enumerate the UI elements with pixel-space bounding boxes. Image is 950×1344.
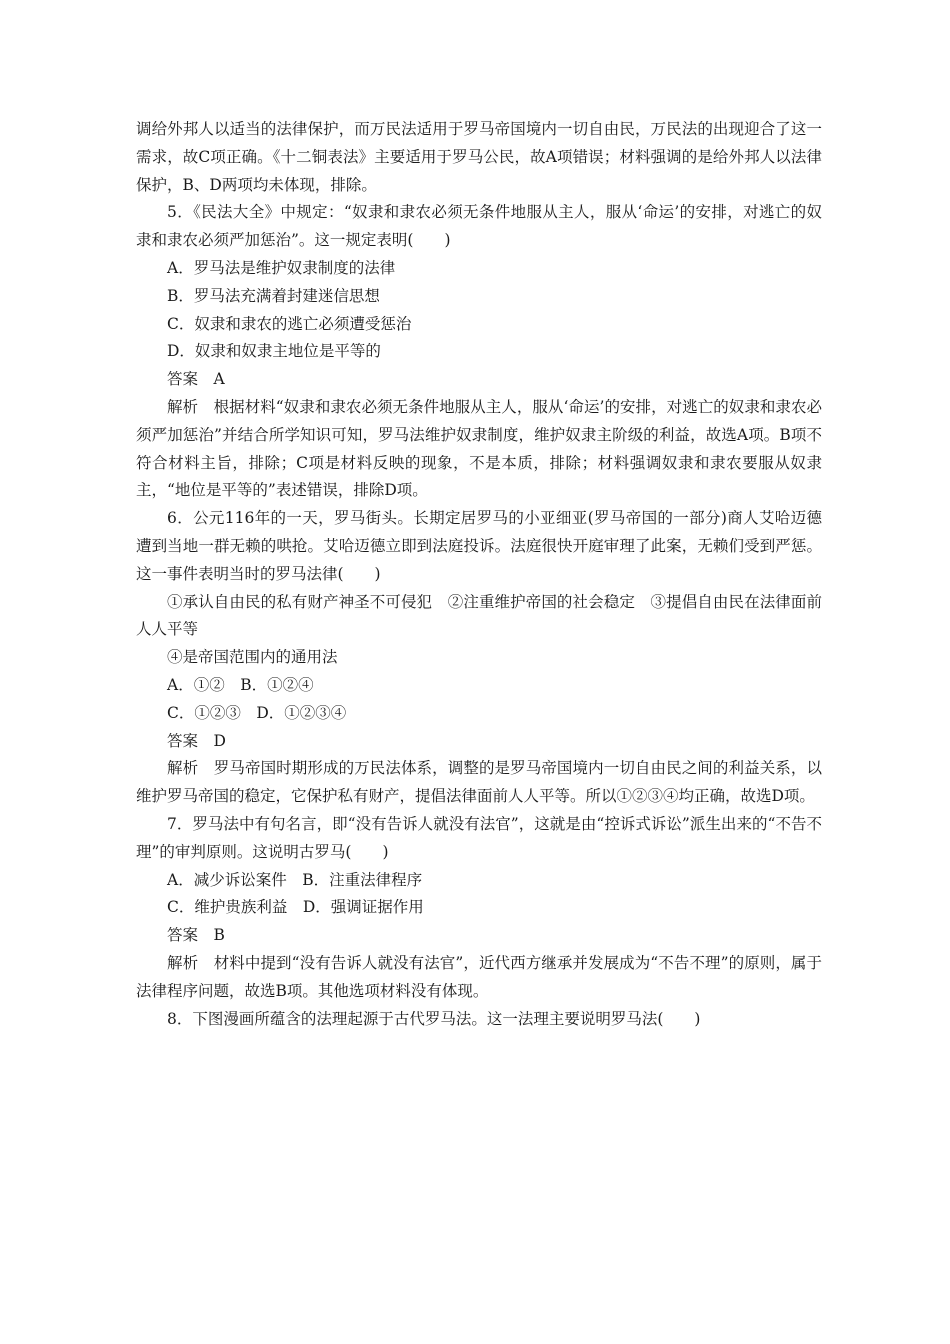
question-6-options-cd: C．①②③ D．①②③④ [167, 703, 347, 722]
question-7-analysis: 解析 材料中提到“没有告诉人就没有法官”，近代西方继承并发展成为“不告不理”的原则，属于法律程序问题，故选B项。其他选项材料没有体现。 [136, 953, 822, 1000]
question-6-analysis: 解析 罗马帝国时期形成的万民法体系，调整的是罗马帝国境内一切自由民之间的利益关系，以维护罗马帝国的稳定，它保护私有财产，提倡法律面前人人平等。所以①②③④均正确，故选D项。 [136, 759, 822, 806]
question-5-analysis: 解析 根据材料“奴隶和隶农必须无条件地服从主人，服从‘命运’的安排，对逃亡的奴隶和隶农必须严加惩治”并结合所学知识可知，罗马法维护奴隶制度，维护奴隶主阶级的利益，故选A项。B项不符合材料主旨，排除；C项是材料反映的现象，不是本质，排除；材料强调奴隶和隶农要服从奴隶主，“地位是平等的”表述错误，排除D项。 [136, 397, 822, 500]
question-7-options-ab: A．减少诉讼案件 B．注重法律程序 [167, 870, 423, 889]
question-5-stem: 5．《民法大全》中规定：“奴隶和隶农必须无条件地服从主人，服从‘命运’的安排，对逃亡的奴隶和隶农必须严加惩治”。这一规定表明( ) [136, 203, 822, 250]
question-5-option-c: C．奴隶和隶农的逃亡必须遭受惩治 [167, 314, 412, 333]
question-7-stem: 7．罗马法中有句名言，即“没有告诉人就没有法官”，这就是由“控诉式诉讼”派生出来的“不告不理”的审判原则。这说明古罗马( ) [136, 814, 822, 861]
question-7-options-cd: C．维护贵族利益 D．强调证据作用 [167, 898, 424, 917]
question-6-stem: 6．公元116年的一天，罗马街头。长期定居罗马的小亚细亚(罗马帝国的一部分)商人艾哈迈德遭到当地一群无赖的哄抢。艾哈迈德立即到法庭投诉。法庭很快开庭审理了此案，无赖们受到严惩。这一事件表明当时的罗马法律( ) [136, 509, 822, 583]
question-5-option-b: B．罗马法充满着封建迷信思想 [167, 286, 380, 305]
question-6-answer: 答案 D [167, 731, 226, 750]
question-5-answer: 答案 A [167, 370, 225, 389]
question-7-answer: 答案 B [167, 926, 225, 945]
question-6-statement-4: ④是帝国范围内的通用法 [167, 648, 338, 667]
question-8-stem: 8．下图漫画所蕴含的法理起源于古代罗马法。这一法理主要说明罗马法( ) [167, 1009, 701, 1028]
document-page [136, 116, 822, 1033]
intro-paragraph: 调给外邦人以适当的法律保护，而万民法适用于罗马帝国境内一切自由民，万民法的出现迎合了这一需求，故C项正确。《十二铜表法》主要适用于罗马公民，故A项错误；材料强调的是给外邦人以法律保护，B、D两项均未体现，排除。 [136, 120, 822, 194]
question-6-statements: ①承认自由民的私有财产神圣不可侵犯 ②注重维护帝国的社会稳定 ③提倡自由民在法律面前人人平等 [136, 592, 822, 639]
question-6-options-ab: A．①② B．①②④ [167, 675, 314, 694]
question-5-option-d: D．奴隶和奴隶主地位是平等的 [167, 342, 381, 361]
question-5-option-a: A．罗马法是维护奴隶制度的法律 [167, 258, 396, 277]
